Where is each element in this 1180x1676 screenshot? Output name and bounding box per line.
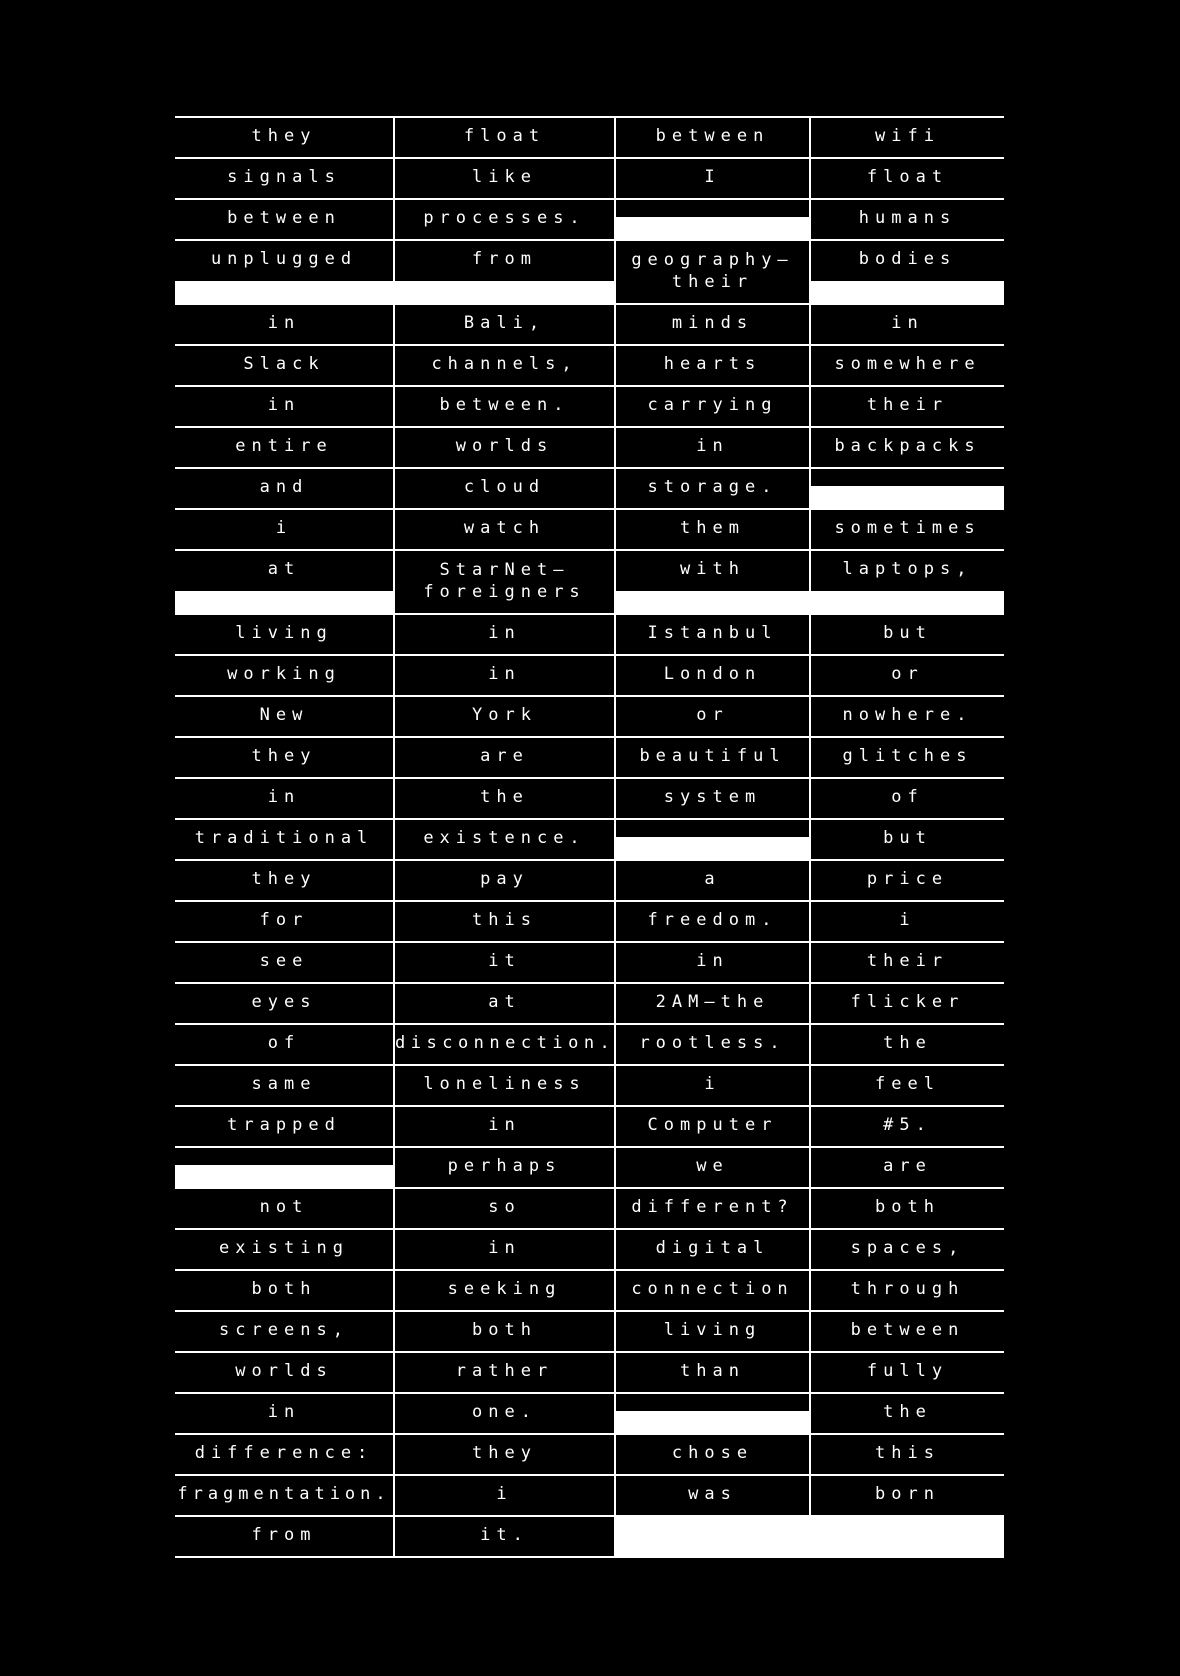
word-cell: New <box>175 697 395 736</box>
poem-row <box>175 1433 1004 1474</box>
word-cell: in <box>175 387 395 426</box>
word-cell: different? <box>616 1189 811 1228</box>
blank-cell <box>616 820 811 859</box>
word-cell: one. <box>395 1394 616 1433</box>
word-cell: the <box>883 1033 932 1053</box>
poem-row <box>175 982 1004 1023</box>
word-cell: living <box>616 1312 811 1351</box>
poem-row <box>175 1392 1004 1433</box>
word-cell: cloud <box>395 469 616 508</box>
word-cell: carrying <box>616 387 811 426</box>
word-cell: a <box>616 861 811 900</box>
word-cell: Bali, <box>395 305 616 344</box>
word-cell: like <box>395 159 616 198</box>
poem-row <box>175 239 1004 303</box>
word-cell: at <box>395 984 616 1023</box>
word-cell: StarNet—foreigners <box>395 551 616 613</box>
word-cell: their <box>866 951 949 971</box>
poem-row <box>175 736 1004 777</box>
word-cell: in <box>395 615 616 654</box>
word-cell: the <box>883 1402 932 1422</box>
word-cell: digital <box>616 1230 811 1269</box>
word-cell: with <box>616 551 811 613</box>
word-cell: wifi <box>875 126 940 146</box>
word-cell: London <box>616 656 811 695</box>
word-cell: both <box>175 1271 395 1310</box>
word-cell: worlds <box>175 1353 395 1392</box>
word-cell: storage. <box>616 469 811 508</box>
word-cell: born <box>875 1484 940 1504</box>
word-cell: was <box>616 1476 811 1515</box>
word-cell: i <box>395 1476 616 1515</box>
word-cell: somewhere <box>834 354 981 374</box>
word-cell: between <box>850 1320 965 1340</box>
word-cell: they <box>175 738 395 777</box>
word-cell: unplugged <box>175 241 395 303</box>
word-cell: of <box>175 1025 395 1064</box>
poem-row <box>175 1105 1004 1146</box>
word-cell: screens, <box>175 1312 395 1351</box>
poem-row <box>175 1187 1004 1228</box>
poem-row <box>175 859 1004 900</box>
word-cell: rather <box>395 1353 616 1392</box>
word-cell: #5. <box>883 1115 932 1135</box>
word-cell: chose <box>616 1435 811 1474</box>
word-cell: pay <box>395 861 616 900</box>
word-cell: in <box>395 1107 616 1146</box>
word-cell: processes. <box>395 200 616 239</box>
word-cell: system <box>616 779 811 818</box>
poem-row <box>175 157 1004 198</box>
word-cell: trapped <box>175 1107 395 1146</box>
word-cell: in <box>395 656 616 695</box>
word-cell: living <box>175 615 395 654</box>
poem-row <box>175 116 1004 157</box>
poem-row <box>175 777 1004 818</box>
poem-row <box>175 426 1004 467</box>
poem-row <box>175 508 1004 549</box>
blank-cell <box>811 1517 1004 1556</box>
word-cell: flicker <box>850 992 965 1012</box>
word-cell: but <box>883 623 932 643</box>
word-cell: Istanbul <box>616 615 811 654</box>
poem-row <box>175 344 1004 385</box>
word-cell: i <box>175 510 395 549</box>
word-cell: rootless. <box>616 1025 811 1064</box>
poem-row <box>175 467 1004 508</box>
word-cell: bodies <box>811 241 1004 303</box>
word-cell: in <box>616 428 811 467</box>
word-cell: glitches <box>842 746 973 766</box>
word-cell: traditional <box>175 820 395 859</box>
word-cell: float <box>395 118 616 157</box>
poem-row <box>175 1146 1004 1187</box>
poem-row <box>175 695 1004 736</box>
word-cell: price <box>866 869 949 889</box>
word-cell: Slack <box>175 346 395 385</box>
poem-row <box>175 1064 1004 1105</box>
word-cell: loneliness <box>395 1066 616 1105</box>
word-cell: the <box>395 779 616 818</box>
word-cell: in <box>175 779 395 818</box>
word-cell: 2AM—the <box>616 984 811 1023</box>
word-cell: and <box>175 469 395 508</box>
word-cell: through <box>850 1279 965 1299</box>
poem-row <box>175 303 1004 344</box>
word-cell: watch <box>395 510 616 549</box>
word-cell: feel <box>875 1074 940 1094</box>
word-cell: at <box>175 551 395 613</box>
poem-row <box>175 613 1004 654</box>
word-cell: both <box>875 1197 940 1217</box>
poem-row <box>175 900 1004 941</box>
poem-row <box>175 1023 1004 1064</box>
word-cell: for <box>175 902 395 941</box>
blank-cell <box>175 1148 395 1187</box>
word-cell: both <box>395 1312 616 1351</box>
word-cell: from <box>395 241 616 303</box>
word-cell: i <box>616 1066 811 1105</box>
word-cell: so <box>395 1189 616 1228</box>
word-cell: they <box>175 118 395 157</box>
word-cell: humans <box>858 208 957 228</box>
word-cell: them <box>616 510 811 549</box>
word-cell: laptops, <box>811 551 1004 613</box>
word-cell: fully <box>866 1361 949 1381</box>
blank-cell <box>616 1394 811 1433</box>
poem-row <box>175 1228 1004 1269</box>
word-cell: channels, <box>395 346 616 385</box>
word-cell: Computer <box>616 1107 811 1146</box>
word-cell: we <box>616 1148 811 1187</box>
poem-row <box>175 1515 1004 1558</box>
poem-row <box>175 941 1004 982</box>
poem-row <box>175 654 1004 695</box>
poem-row <box>175 1351 1004 1392</box>
word-cell: or <box>891 664 924 684</box>
poem-row <box>175 549 1004 613</box>
word-cell: this <box>875 1443 940 1463</box>
poem-row <box>175 818 1004 859</box>
word-cell: spaces, <box>850 1238 965 1258</box>
word-cell: in <box>175 1394 395 1433</box>
word-cell: they <box>395 1435 616 1474</box>
word-cell: beautiful <box>616 738 811 777</box>
word-cell: disconnection. <box>395 1025 616 1064</box>
word-cell: are <box>395 738 616 777</box>
word-cell: but <box>883 828 932 848</box>
word-cell: worlds <box>395 428 616 467</box>
word-cell: than <box>616 1353 811 1392</box>
word-cell: between <box>616 118 811 157</box>
word-cell: in <box>891 313 924 333</box>
word-cell: from <box>175 1517 395 1556</box>
word-cell: geography—their <box>616 241 811 303</box>
word-cell: signals <box>175 159 395 198</box>
blank-cell <box>616 200 811 239</box>
poem-row <box>175 385 1004 426</box>
word-cell: i <box>899 910 916 930</box>
word-cell: it <box>395 943 616 982</box>
word-cell: seeking <box>395 1271 616 1310</box>
word-cell: nowhere. <box>842 705 973 725</box>
word-cell: see <box>175 943 395 982</box>
word-cell: it. <box>395 1517 616 1556</box>
poem-row <box>175 1474 1004 1515</box>
word-cell: in <box>395 1230 616 1269</box>
word-cell: backpacks <box>834 436 981 456</box>
word-cell: eyes <box>175 984 395 1023</box>
word-cell: I <box>616 159 811 198</box>
word-cell: their <box>866 395 949 415</box>
blank-cell <box>811 469 1004 508</box>
word-cell: of <box>891 787 924 807</box>
word-cell: fragmentation. <box>175 1476 395 1515</box>
poem-row <box>175 1269 1004 1310</box>
word-cell: between <box>175 200 395 239</box>
word-cell: connection <box>616 1271 811 1310</box>
word-cell: York <box>395 697 616 736</box>
word-cell: difference: <box>175 1435 395 1474</box>
word-cell: sometimes <box>834 518 981 538</box>
word-cell: existing <box>175 1230 395 1269</box>
poem-row <box>175 1310 1004 1351</box>
word-cell: existence. <box>395 820 616 859</box>
word-cell: they <box>175 861 395 900</box>
word-cell: entire <box>175 428 395 467</box>
word-cell: hearts <box>616 346 811 385</box>
word-cell: in <box>616 943 811 982</box>
word-cell: in <box>175 305 395 344</box>
blank-cell <box>616 1517 811 1556</box>
word-cell: float <box>866 167 949 187</box>
word-cell: not <box>175 1189 395 1228</box>
word-cell: between. <box>395 387 616 426</box>
poem-grid <box>175 116 1004 1558</box>
word-cell: or <box>616 697 811 736</box>
word-cell: freedom. <box>616 902 811 941</box>
word-cell: perhaps <box>395 1148 616 1187</box>
word-cell: are <box>883 1156 932 1176</box>
word-cell: working <box>175 656 395 695</box>
word-cell: this <box>395 902 616 941</box>
poem-row <box>175 198 1004 239</box>
word-cell: minds <box>616 305 811 344</box>
word-cell: same <box>175 1066 395 1105</box>
